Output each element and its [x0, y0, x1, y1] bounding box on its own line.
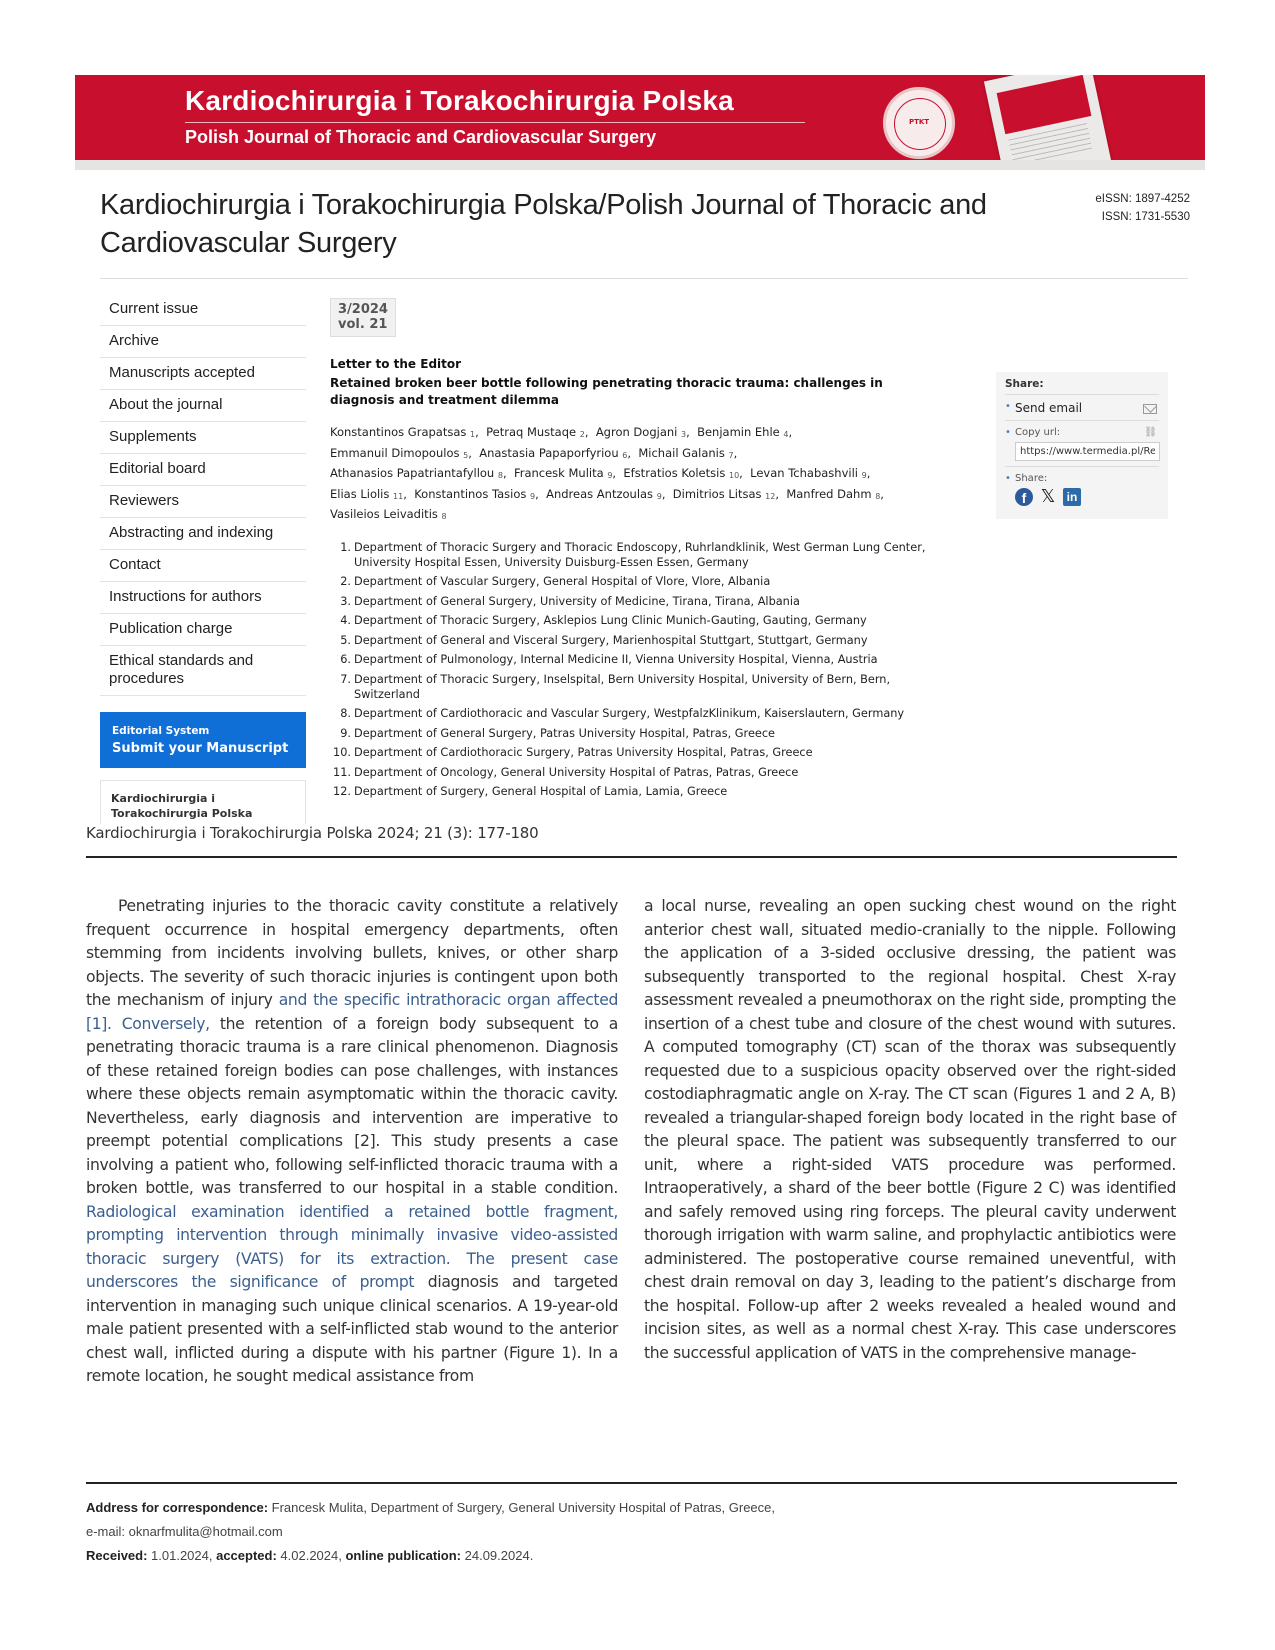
journal-cover-icon — [984, 75, 1114, 170]
publication-dates: Received: 1.01.2024, accepted: 4.02.2024, online publication: 24.09.2024. — [86, 1548, 534, 1563]
author[interactable]: Michail Galanis $^7$, — [638, 445, 738, 460]
affiliation-item: 1. Department of Thoracic Surgery and Thoracic Endoscopy, Ruhrlandklinik, West German Lung Center, University Hospital Essen, University Duisburg-Essen Essen, Germany — [340, 540, 926, 569]
eissn: eISSN: 1897-4252 — [1095, 193, 1190, 205]
author[interactable]: Athanasios Papatriantafyllou $^8$, — [330, 466, 507, 480]
link-icon[interactable]: ⛓ — [1144, 427, 1157, 438]
issue-volume: vol. 21 — [338, 317, 388, 332]
sidebar-item-reviewers[interactable]: Reviewers — [100, 486, 306, 518]
journal-banner[interactable] — [75, 75, 1205, 170]
affiliation-item: 4. Department of Thoracic Surgery, Asklepios Lung Clinic Munich-Gauting, Gauting, Germany — [340, 614, 867, 627]
editorial-system-label: Editorial System — [112, 725, 210, 737]
issue-badge[interactable] — [330, 298, 396, 337]
share-heading: Share: — [1005, 378, 1159, 395]
bullet-icon: • — [1005, 401, 1011, 412]
sidebar-item-manuscripts-accepted[interactable]: Manuscripts accepted — [100, 358, 306, 390]
citation-divider — [86, 856, 1177, 858]
seal-label: PTKT — [908, 118, 930, 126]
sidebar-item-ethical-standards[interactable]: Ethical standards and procedures — [100, 646, 306, 696]
affiliation-item: 7. Department of Thoracic Surgery, Inselspital, Bern University Hospital, University of Bern, Bern, Switzerland — [340, 672, 891, 701]
affiliation-item: 12. Department of Surgery, General Hospital of Lamia, Lamia, Greece — [333, 785, 728, 798]
article-title: Retained broken beer bottle following penetrating thoracic trauma: challenges in diagnosis and treatment dilemma — [330, 376, 883, 407]
footer-divider — [86, 1482, 1177, 1484]
affiliation-item: 10. Department of Cardiothoracic Surgery, Patras University Hospital, Patras, Greece — [333, 746, 813, 759]
author[interactable]: Agron Dogjani $^3$, — [595, 425, 690, 439]
author[interactable]: Vasileios Leivaditis $^8$ — [330, 507, 447, 521]
issn-block — [1095, 190, 1190, 226]
copy-url-input[interactable] — [1015, 442, 1160, 461]
bullet-icon: • — [1005, 473, 1011, 484]
affiliation-item: 2. Department of Vascular Surgery, General Hospital of Vlore, Vlore, Albania — [340, 575, 771, 588]
issn: ISSN: 1731-5530 — [1101, 211, 1190, 223]
author[interactable]: Elias Liolis $^{11}$, — [330, 486, 407, 501]
affiliation-item: 6. Department of Pulmonology, Internal Medicine II, Vienna University Hospital, Vienna, Austria — [340, 653, 878, 666]
page-title: Kardiochirurgia i Torakochirurgia Polska/Polish Journal of Thoracic and Cardiovascular Surgery — [100, 189, 987, 259]
author[interactable]: Benjamin Ehle $^4$, — [697, 425, 793, 439]
sidebar-item-editorial-board[interactable]: Editorial board — [100, 454, 306, 486]
author[interactable]: Dimitrios Litsas $^{12}$, — [672, 486, 779, 501]
correspondence-footer — [86, 1496, 775, 1568]
sidebar-item-supplements[interactable]: Supplements — [100, 422, 306, 454]
social-share-row — [1005, 467, 1159, 511]
envelope-icon — [1143, 404, 1157, 414]
social-icons — [1015, 488, 1159, 506]
sidebar-nav — [100, 296, 306, 824]
author[interactable]: Petraq Mustaqe $^2$, — [486, 425, 589, 439]
share-panel — [996, 372, 1168, 519]
copy-url-label: Copy url: — [1015, 427, 1061, 438]
body-column-right — [644, 895, 1176, 1365]
sidebar-item-publication-charge[interactable]: Publication charge — [100, 614, 306, 646]
author[interactable]: Efstratios Koletsis $^{10}$, — [623, 466, 743, 480]
banner-bottom-strip — [75, 160, 1205, 170]
banner-title: Kardiochirurgia i Torakochirurgia Polska — [185, 85, 734, 116]
affiliation-item: 8. Department of Cardiothoracic and Vascular Surgery, WestpfalzKlinikum, Kaiserslautern, Germany — [340, 707, 905, 720]
author[interactable]: Andreas Antzoulas $^9$, — [546, 486, 666, 501]
sidebar-item-abstracting[interactable]: Abstracting and indexing — [100, 518, 306, 550]
affiliation-list — [330, 540, 930, 800]
body-paragraph: a local nurse, revealing an open sucking chest wound on the right anterior chest wall, situated medio-cranially to the nipple. Following the application of a 3-sided occlusive dressing, the patient was subsequently transported to the regional hospital. Chest X-ray assessment revealed a pneumothorax on the right side, prompting the insertion of a chest tube and closure of the chest wound with sutures. A computed tomography (CT) scan of the thorax was subsequently requested due to a suspicious opacity observed over the right-sided costodiaphragmatic angle on X-ray. The CT scan (Figures 1 and 2 A, B) revealed a triangular-shaped foreign body located in the right base of the pleural space. The patient was subsequently transferred to our unit, where a right-sided VATS procedure was performed. Intraoperatively, a shard of the beer bottle (Figure 2 C) was identified and safely removed using ring forceps. The pleural cavity underwent thorough irrigation with warm saline, and prophylactic antibiotics were administered. The postoperative course remained uneventful, with chest drain removal on day 3, leading to the patient’s discharge from the hospital. Follow-up after 2 weeks revealed a healed wound and incision sites, as well as a normal chest X-ray. This case underscores the successful application of VATS in the comprehensive manage- — [644, 897, 1176, 1362]
sidebar-item-archive[interactable]: Archive — [100, 326, 306, 358]
send-email-button[interactable] — [1005, 395, 1159, 421]
bullet-icon: • — [1005, 427, 1011, 438]
x-icon[interactable]: 𝕏 — [1040, 486, 1056, 507]
sidebar-item-about[interactable]: About the journal — [100, 390, 306, 422]
correspondence-address: Address for correspondence: Francesk Mulita, Department of Surgery, General University Hospital of Patras, Greece, — [86, 1500, 776, 1515]
submit-manuscript-button[interactable] — [100, 712, 306, 768]
body-paragraph: Penetrating injuries to the thoracic cavity constitute a relatively frequent occurrence in hospital emergency departments, often stemming from incidents involving bullets, knives, or other sharp objects. The severity of such thoracic injuries is contingent upon both the mechanism of injury and the specific intrathoracic organ affected [1]. Conversely, the retention of a foreign body subsequent to a penetrating thoracic trauma is a rare clinical phenomenon. Diagnosis of these retained foreign bodies can pose challenges, with instances where these objects remain asymptomatic within the thoracic cavity. Nevertheless, early diagnosis and intervention are imperative to preempt potential complications [2]. This study presents a case involving a patient who, following self-inflicted thoracic trauma with a broken bottle, was transferred to our hospital in a stable condition. Radiological examination identified a retained bottle fragment, prompting intervention through minimally invasive video-assisted thoracic surgery (VATS) for its extraction. The present case underscores the significance of prompt diagnosis and targeted intervention in managing such unique clinical scenarios. A 19-year-old male patient presented with a self-inflicted stab wound to the anterior chest wall, inflicted during a dispute with his partner (Figure 1). In a remote location, he sought medical assistance from — [86, 897, 618, 1385]
issue-number: 3/2024 — [338, 302, 388, 317]
linkedin-icon[interactable]: in — [1063, 488, 1081, 506]
correspondence-email[interactable]: e-mail: oknarfmulita@hotmail.com — [86, 1524, 283, 1539]
society-seal-icon — [883, 87, 955, 159]
submit-manuscript-label: Submit your Manuscript — [112, 741, 289, 756]
copy-url-row — [1005, 421, 1159, 467]
sidebar-item-instructions[interactable]: Instructions for authors — [100, 582, 306, 614]
send-email-label: Send email — [1015, 401, 1083, 415]
affiliation-item: 5. Department of General and Visceral Surgery, Marienhospital Stuttgart, Stuttgart, Germany — [340, 633, 868, 647]
sidebar-item-contact[interactable]: Contact — [100, 550, 306, 582]
author[interactable]: Emmanuil Dimopoulos $^5$, — [330, 445, 472, 460]
affiliation-item: 3. Department of General Surgery, University of Medicine, Tirana, Tirana, Albania — [340, 594, 800, 608]
body-column-left — [86, 895, 618, 1389]
affiliation-item: 11. Department of Oncology, General University Hospital of Patras, Patras, Greece — [333, 765, 799, 779]
author-list — [330, 423, 930, 526]
journal-info-box[interactable]: Kardiochirurgia i Torakochirurgia Polska — [100, 780, 306, 824]
author[interactable]: Levan Tchabashvili $^9$, — [750, 466, 871, 480]
citation-line: Kardiochirurgia i Torakochirurgia Polska 2024; 21 (3): 177-180 — [86, 824, 539, 842]
article-header — [330, 298, 930, 804]
banner-subtitle: Polish Journal of Thoracic and Cardiovascular Surgery — [185, 127, 657, 147]
author[interactable]: Francesk Mulita $^9$, — [513, 466, 617, 480]
header-divider — [100, 278, 1188, 279]
facebook-icon[interactable]: f — [1015, 488, 1033, 506]
affiliation-item: 9. Department of General Surgery, Patras University Hospital, Patras, Greece — [340, 726, 776, 740]
sidebar-item-current-issue[interactable]: Current issue — [100, 296, 306, 326]
author[interactable]: Manfred Dahm $^8$, — [786, 486, 884, 501]
author[interactable]: Anastasia Papaporfyriou $^6$, — [479, 445, 632, 460]
author[interactable]: Konstantinos Tasios $^9$, — [414, 486, 539, 501]
author[interactable]: Konstantinos Grapatsas $^1$, — [330, 425, 479, 439]
banner-divider — [185, 122, 805, 123]
article-type: Letter to the Editor — [330, 357, 462, 371]
share-label: Share: — [1015, 473, 1048, 484]
